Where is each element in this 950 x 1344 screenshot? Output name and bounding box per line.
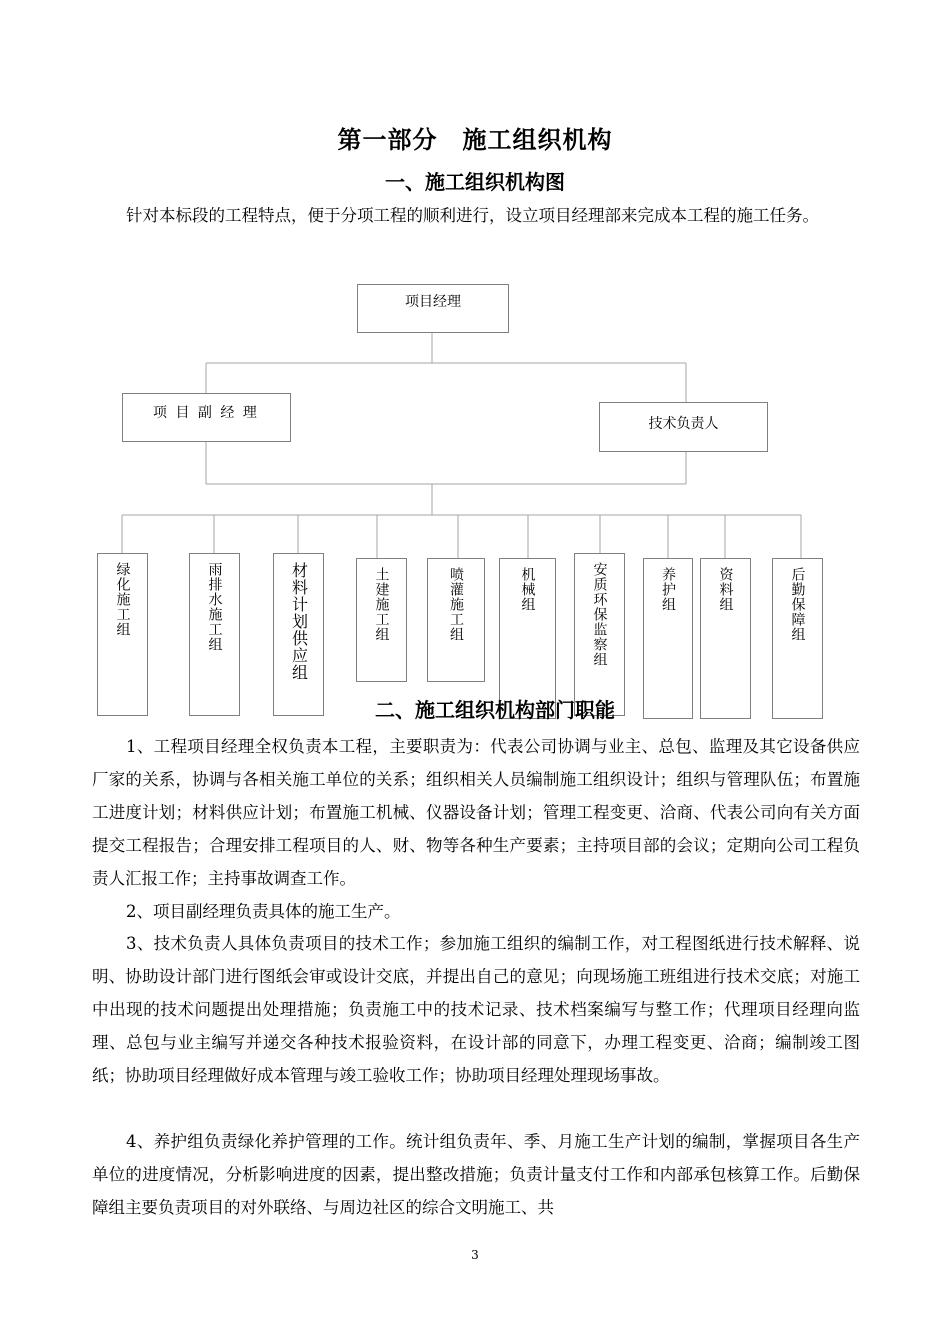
team-label: 绿化施工组	[114, 562, 131, 637]
team-label: 材料计划供应组	[289, 562, 309, 681]
team-label: 土建施工组	[373, 567, 390, 642]
org-label-tech-lead: 技术负责人	[648, 416, 719, 432]
org-label-deputy: 项 目 副 经 理	[153, 405, 259, 421]
team-box-greening	[97, 553, 148, 716]
team-label: 雨排水施工组	[206, 562, 223, 652]
body-paragraph-2: 2、项目副经理负责具体的施工生产。	[126, 902, 401, 921]
page-number: 3	[471, 1248, 479, 1262]
org-label-manager: 项目经理	[405, 294, 461, 310]
org-box-deputy	[122, 393, 291, 442]
team-label: 后勤保障组	[789, 567, 806, 642]
intro-paragraph: 针对本标段的工程特点，便于分项工程的顺利进行，设立项目经理部来完成本工程的施工任务。	[126, 206, 819, 225]
section-1-title: 一、施工组织机构图	[385, 170, 565, 194]
team-box-civil	[356, 558, 407, 682]
page-title: 第一部分 施工组织机构	[337, 125, 613, 154]
team-box-irrigation	[427, 558, 485, 682]
body-paragraph-4: 4、养护组负责绿化养护管理的工作。统计组负责年、季、月施工生产计划的编制，掌握项目各生产单位的进度情况，分析影响进度的因素，提出整改措施；负责计量支付工作和内部承包核算工作。后勤保障组主要负责项目的对外联络、与周边社区的综合文明施工、共	[92, 1132, 860, 1217]
team-box-safety	[574, 553, 625, 716]
team-label: 资料组	[717, 567, 734, 612]
body-paragraph-3: 3、技术负责人具体负责项目的技术工作；参加施工组织的编制工作，对工程图纸进行技术解释、说明、协助设计部门进行图纸会审或设计交底，并提出自己的意见；向现场施工班组进行技术交底；对施工中出现的技术问题提出处理措施；负责施工中的技术记录、技术档案编写与整工作；代理项目经理向监理、总包与业主编写并递交各种技术报验资料，在设计部的同意下，办理工程变更、洽商；编制竣工图纸；协助项目经理做好成本管理与竣工验收工作；协助项目经理处理现场事故。	[92, 934, 860, 1085]
team-label: 安质环保监察组	[591, 562, 608, 667]
team-label: 养护组	[660, 567, 676, 612]
team-box-drainage	[189, 553, 240, 716]
org-box-tech-lead	[599, 402, 768, 452]
section-2-title: 二、施工组织机构部门职能	[375, 698, 615, 722]
body-paragraph-1: 1、工程项目经理全权负责本工程，主要职责为：代表公司协调与业主、总包、监理及其它设备供应厂家的关系，协调与各相关施工单位的关系；组织相关人员编制施工组织设计；组织与管理队伍；布置施工进度计划；材料供应计划；布置施工机械、仪器设备计划；管理工程变更、洽商、代表公司向有关方面提交工程报告；合理安排工程项目的人、财、物等各种生产要素；主持项目部的会议；定期向公司工程负责人汇报工作；主持事故调查工作。	[92, 737, 860, 888]
team-box-materials	[273, 553, 324, 716]
team-label: 喷灌施工组	[448, 567, 464, 642]
org-box-manager	[357, 284, 509, 333]
team-label: 机械组	[519, 567, 536, 612]
